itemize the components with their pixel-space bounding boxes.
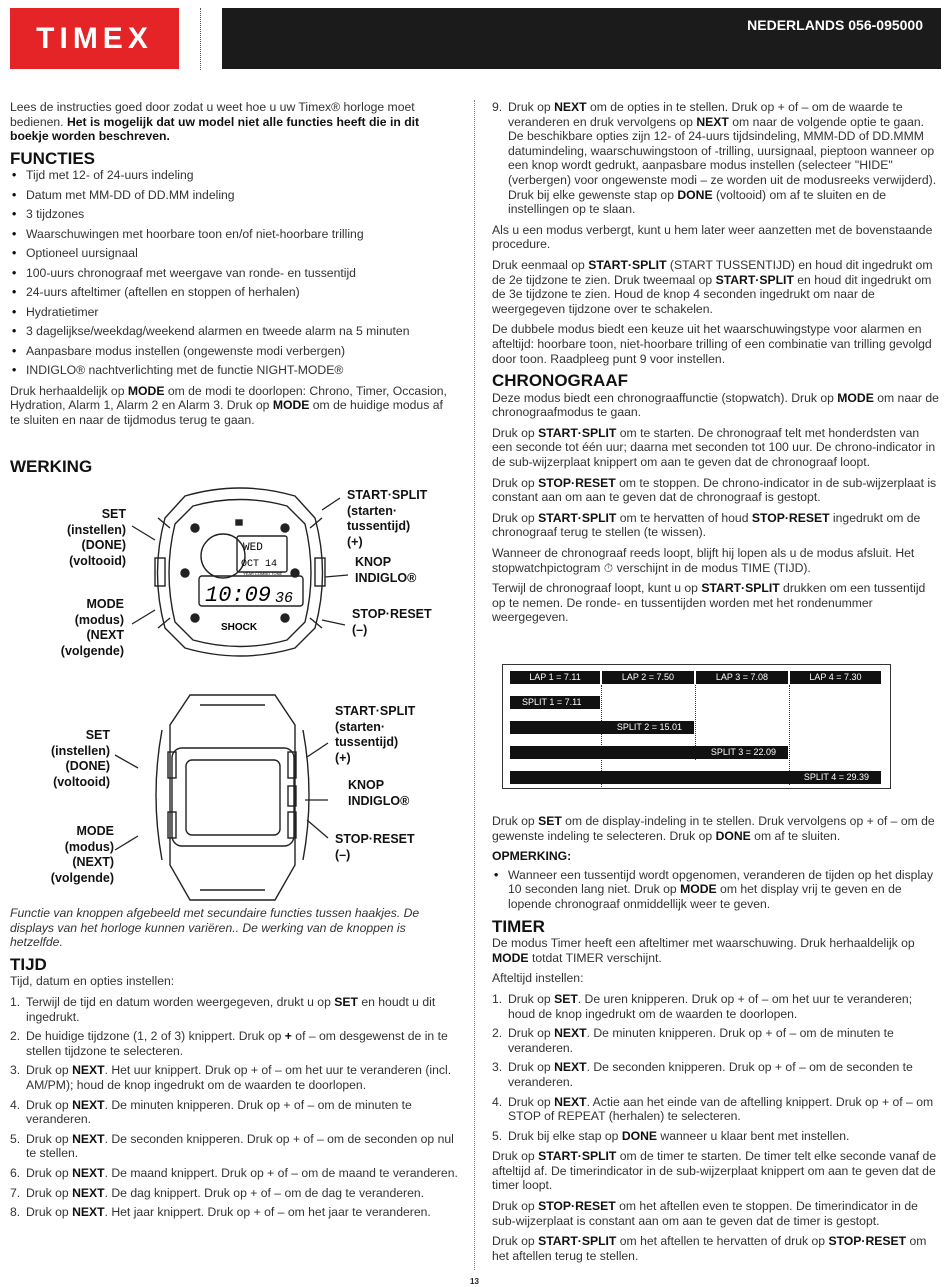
step-item: 7. Druk op NEXT. De dag knippert. Druk op + of – om de dag te veranderen. [10, 1185, 425, 1200]
watch2-illustration [110, 690, 340, 905]
step-9: 9. Druk op NEXT om de opties in te stellen. Druk op + of – om de waarde te veranderen en druk vervolgens op NEXT om naar de volgende optie te gaan. De beschikbare opties zijn 12- of 24-uurs tijdsindeling, MMM-DD of DD.MMM datumindeling, waarschuwingstoon of -trilling, uursignaal, pieptoon wanneer op een knop wordt gedrukt, aanpasbare modus instellen (selecteer "HIDE" (verbergen) voor ongewenste modi – ze worden uit de modusreeks verwijderd). Druk bij elke gewenste stap op DONE (voltooid) om af te sluiten en de instellingen op te slaan. [492, 100, 937, 217]
functies-heading: FUNCTIES [10, 148, 95, 168]
step-item: 6. Druk op NEXT. De maand knippert. Druk op + of – om de maand te veranderen. [10, 1165, 458, 1180]
timezone-paragraph: Druk eenmaal op START·SPLIT (START TUSSENTIJD) en houd dit ingedrukt om de 2e tijdzone te zien. Druk tweemaal op START·SPLIT en houd dit ingedrukt om de 3e tijdzone te zien. Houd de knop 4 seconden ingedrukt om naar de weergegeven tijdzone over te schakelen. [492, 257, 933, 316]
chronograaf-heading: CHRONOGRAAF [492, 371, 628, 391]
watch1-start-label: START·SPLIT (starten· tussentijd) (+) [347, 488, 428, 549]
tijd-heading: TIJD [10, 954, 47, 974]
timer-intro: Afteltijd instellen: [492, 971, 584, 986]
lap-3-bar: LAP 3 = 7.08 [696, 671, 788, 684]
step-item: 4. Druk op NEXT. De minuten knipperen. Druk op + of – om de minuten te veranderen. [10, 1097, 412, 1127]
watch1-stop-label: STOP·RESET (–) [352, 607, 432, 637]
step-item: 3. Druk op NEXT. Het uur knippert. Druk op + of – om het uur te veranderen (incl. AM/PM); houd de knop ingedrukt om de waarden te doorlopen. [10, 1063, 452, 1092]
tijd-steps [10, 995, 460, 1220]
language-code: NEDERLANDS 056-095000 [747, 17, 923, 33]
timer-p3: Druk op STOP·RESET om het aftellen even te stoppen. De timerindicator in de sub-wijzerplaat is constant aan om aan te geven dat de timer is gestopt. [492, 1199, 918, 1228]
watch1-time: 10:09 [205, 583, 272, 608]
watch1-small-text: YEAR COMBO TONE [243, 571, 283, 576]
watch2-mode-label: MODE (modus) (NEXT) (volgende) [50, 824, 114, 885]
right-column-bottom [492, 814, 942, 1269]
tijd-intro: Tijd, datum en opties instellen: [10, 974, 175, 989]
timer-p4: Druk op START·SPLIT om het aftellen te hervatten of druk op STOP·RESET om het aftellen terug te stellen. [492, 1234, 927, 1263]
watch1-seconds: 36 [275, 590, 294, 607]
left-column-top [10, 100, 454, 434]
watch2-knop-label: KNOP INDIGLO® [348, 778, 410, 808]
split-2-bar: SPLIT 2 = 15.01 [510, 721, 694, 734]
chrono-p2: Druk op START·SPLIT om te starten. De chronograaf telt met honderdsten van een seconde tot één uur; daarna met seconden tot 100 uur. De chrono-indicator in de sub-wijzerplaat knippert om aan te geven dat de chronograaf loopt. [492, 425, 936, 470]
lap-2-bar: LAP 2 = 7.50 [602, 671, 694, 684]
functie-item: • Optioneel uursignaal [10, 246, 454, 261]
chrono-p4: Druk op START·SPLIT om te hervatten of houd STOP·RESET ingedrukt om de chronograaf terug te stellen (te wissen). [492, 510, 921, 540]
step-item: 1. Terwijl de tijd en datum worden weergegeven, drukt u op SET en houdt u dit ingedrukt. [10, 994, 436, 1024]
display-paragraph: Druk op SET om de display-indeling in te stellen. Druk vervolgens op + of – om de gewenste indeling te selecteren. Druk op DONE om af te sluiten. [492, 814, 935, 843]
functie-item: • INDIGLO® nachtverlichting met de functie NIGHT-MODE® [10, 363, 454, 378]
step-item: 8. Druk op NEXT. Het jaar knippert. Druk op + of – om het jaar te veranderen. [10, 1205, 431, 1220]
step-item: 4. Druk op NEXT. Actie aan het einde van de aftelling knippert. Druk op + of – om STOP of REPEAT (herhalen) te selecteren. [492, 1094, 934, 1124]
opmerking-list: • Wanneer een tussentijd wordt opgenomen, veranderen de tijden op het display 10 seconden lang niet. Druk op MODE om het display vrij te geven en de lopende chronograaf onmiddellijk weer te geven. [492, 868, 942, 912]
watch2-set-label: SET (instellen) (DONE) (voltooid) [50, 728, 110, 789]
lap-4-bar: LAP 4 = 7.30 [790, 671, 881, 684]
chrono-p1: Deze modus biedt een chronograaffunctie (stopwatch). Druk op MODE om naar de chronograafmodus te gaan. [492, 390, 939, 420]
timer-heading: TIMER [492, 916, 545, 936]
functie-item: • 100-uurs chronograaf met weergave van ronde- en tussentijd [10, 266, 454, 281]
hidden-mode-paragraph: Als u een modus verbergt, kunt u hem later weer aanzetten met de bovenstaande procedure. [492, 222, 933, 252]
logo-text: TIMEX [36, 21, 153, 55]
watch1-day: WED [243, 542, 263, 554]
mode-paragraph: Druk herhaaldelijk op MODE om de modi te doorlopen: Chrono, Timer, Occasion, Hydration, Alarm 1, Alarm 2 en Alarm 3. Druk op MODE om de huidige modus af te sluiten en naar de tijdmodus terug te gaan. [10, 383, 447, 427]
watch1-mode-label: MODE (modus) (NEXT (volgende) [60, 597, 124, 658]
step-item: 3. Druk op NEXT. De seconden knipperen. Druk op + of – om de seconden te veranderen. [492, 1060, 913, 1089]
intro-paragraph: Lees de instructies goed door zodat u weet hoe u uw Timex® horloge moet bedienen. Het is mogelijk dat uw model niet alle functies heeft die in dit boekje worden beschreven. [10, 100, 420, 144]
step-item: 1. Druk op SET. De uren knipperen. Druk op + of – om het uur te veranderen; houd de knop ingedrukt om de waarden te doorlopen. [492, 991, 913, 1021]
watch2-stop-label: STOP·RESET (–) [335, 832, 415, 862]
step-item: 2. De huidige tijdzone (1, 2 of 3) knippert. Druk op + of – om desgewenst de in te stellen tijdzone te selecteren. [10, 1029, 448, 1058]
chrono-p5: Wanneer de chronograaf reeds loopt, blijft hij lopen als u de modus afsluit. Het stopwatchpictogram ⏱ verschijnt in de modus TIME (TIJD). [492, 546, 915, 575]
lap-split-diagram [502, 664, 891, 789]
chrono-p6: Terwijl de chronograaf loopt, kunt u op START·SPLIT drukken om een tussentijd op te nemen. De ronde- en tussentijden worden met het rondenummer weergegeven. [492, 581, 926, 625]
watch1-illustration [125, 478, 355, 668]
header-bar [222, 8, 941, 69]
watch2-start-label: START·SPLIT (starten· tussentijd) (+) [335, 704, 416, 765]
header-divider [200, 8, 201, 70]
functie-item: • Hydratietimer [10, 305, 454, 320]
watch-caption: Functie van knoppen afgebeeld met secundaire functies tussen haakjes. De displays van het horloge kunnen variëren.. De werking van de knoppen is hetzelfde. [10, 906, 420, 950]
step-item: 5. Druk op NEXT. De seconden knipperen. Druk op + of – om de seconden op nul te stellen. [10, 1131, 454, 1161]
chrono-p3: Druk op STOP·RESET om te stoppen. De chrono-indicator in de sub-wijzerplaat is constant aan om aan te geven dat de chronograaf is gestopt. [492, 475, 937, 505]
split-1-bar: SPLIT 1 = 7.11 [510, 696, 600, 709]
watch1-date: OCT 14 [241, 559, 278, 570]
functies-list [10, 168, 454, 377]
lap-1-bar: LAP 1 = 7.11 [510, 671, 600, 684]
right-column-top [492, 100, 942, 631]
timex-logo [10, 8, 179, 69]
functie-item: • 3 tijdzones [10, 207, 454, 222]
split-3-bar: SPLIT 3 = 22.09 [510, 746, 788, 759]
functie-item: • Datum met MM-DD of DD.MM indeling [10, 188, 454, 203]
timer-p2: Druk op START·SPLIT om de timer te starten. De timer telt elke seconde vanaf de afteltijd af. De timerindicator in de sub-wijzerplaat knippert om aan te geven dat de timer loopt. [492, 1149, 937, 1193]
left-column-bottom [10, 906, 460, 1226]
watch1-set-label: SET (instellen) (DONE) (voltooid) [66, 507, 126, 568]
dual-mode-paragraph: De dubbele modus biedt een keuze uit het waarschuwingstype voor alarmen en afteltijd: hoorbare toon, niet-hoorbare trilling of een combinatie van trilling gevolgd door toon. Raadpleeg punt 9 voor instellen. [492, 322, 932, 366]
timer-p1: De modus Timer heeft een afteltimer met waarschuwing. Druk herhaaldelijk op MODE totdat TIMER verschijnt. [492, 936, 915, 965]
timer-steps [492, 992, 942, 1143]
functie-item: • 3 dagelijkse/weekdag/weekend alarmen en tweede alarm na 5 minuten [10, 324, 454, 339]
step-item: 2. Druk op NEXT. De minuten knipperen. Druk op + of – om de minuten te veranderen. [492, 1026, 894, 1055]
step-item: 5. Druk bij elke stap op DONE wanneer u klaar bent met instellen. [492, 1128, 850, 1143]
lap-divider-3 [789, 685, 790, 785]
split-4-bar: SPLIT 4 = 29.39 [510, 771, 881, 784]
functie-item: • 24-uurs afteltimer (aftellen en stoppen of herhalen) [10, 285, 454, 300]
column-divider [474, 100, 475, 1270]
page-number: 13 [470, 1277, 479, 1286]
functie-item: • Aanpasbare modus instellen (ongewenste modi verbergen) [10, 344, 454, 359]
werking-heading: WERKING [10, 457, 93, 476]
watch1-brand: SHOCK [221, 622, 258, 633]
opmerking-heading: OPMERKING: [492, 849, 572, 864]
functie-item: • Tijd met 12- of 24-uurs indeling [10, 168, 454, 183]
watch1-knop-label: KNOP INDIGLO® [355, 555, 417, 585]
functie-item: • Waarschuwingen met hoorbare toon en/of niet-hoorbare trilling [10, 227, 454, 242]
